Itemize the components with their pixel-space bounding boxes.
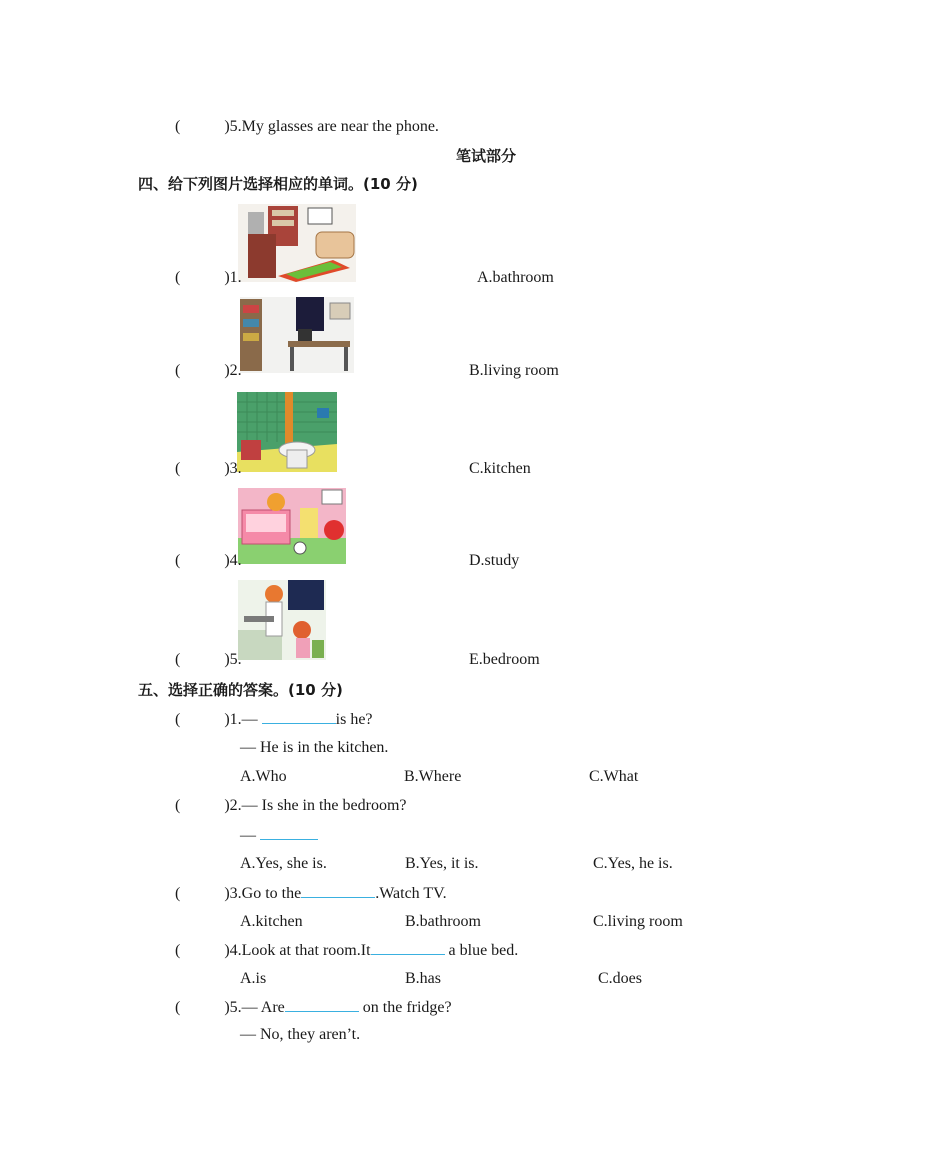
- question-text: 5.— Are: [229, 999, 285, 1016]
- option-b: B.living room: [469, 362, 559, 379]
- paren-open: (: [175, 999, 181, 1016]
- item-number: 4.: [229, 552, 242, 569]
- q1-option-b: B.Where: [404, 768, 462, 785]
- section-5-title: 五、选择正确的答案。(10 分): [138, 681, 343, 699]
- question-2-answer: [240, 825, 318, 846]
- paren-close: ): [224, 362, 230, 379]
- paren-open: (: [175, 269, 181, 286]
- option-e: E.bedroom: [469, 651, 540, 668]
- matching-row-3: [175, 459, 242, 479]
- choice-question-4: [175, 940, 518, 961]
- item-number: 3.: [229, 460, 242, 477]
- paren-close: ): [224, 885, 230, 902]
- matching-row-4: [175, 551, 242, 571]
- kitchen-picture-icon: [238, 580, 326, 660]
- answer-blank[interactable]: [301, 883, 375, 898]
- paren-open: (: [175, 118, 181, 135]
- option-c: C.kitchen: [469, 460, 531, 477]
- question-text-end: is he?: [335, 711, 373, 728]
- q3-option-c: C.living room: [593, 913, 683, 930]
- question-text: 3.Go to the: [229, 885, 302, 902]
- answer-blank[interactable]: [285, 997, 359, 1012]
- study-picture-icon: [240, 297, 354, 373]
- question-text-end: a blue bed.: [444, 942, 519, 959]
- answer-blank[interactable]: [260, 825, 318, 840]
- q2-option-a: A.Yes, she is.: [240, 855, 327, 872]
- q1-option-c: C.What: [589, 768, 639, 785]
- paren-open: (: [175, 460, 181, 477]
- q3-option-b: B.bathroom: [405, 913, 481, 930]
- paren-close: ): [224, 269, 230, 286]
- paren-open: (: [175, 651, 181, 668]
- matching-row-5: [175, 650, 242, 670]
- answer-dash: —: [240, 827, 260, 844]
- paren-close: ): [224, 711, 230, 728]
- option-d: D.study: [469, 552, 520, 569]
- answer-blank[interactable]: [262, 709, 336, 724]
- living-room-picture-icon: [238, 204, 356, 282]
- paren-open: (: [175, 797, 181, 814]
- choice-question-1: [175, 709, 373, 730]
- paren-open: (: [175, 711, 181, 728]
- choice-question-5: [175, 997, 452, 1018]
- matching-row-2: [175, 361, 242, 381]
- question-text-end: on the fridge?: [358, 999, 452, 1016]
- paren-close: ): [224, 999, 230, 1016]
- bedroom-picture-icon: [238, 488, 346, 564]
- q2-option-c: C.Yes, he is.: [593, 855, 673, 872]
- matching-row-1: [175, 268, 242, 288]
- paren-close: ): [224, 942, 230, 959]
- question-text: 2.— Is she in the bedroom?: [229, 797, 407, 814]
- paren-close: ): [224, 460, 230, 477]
- paren-close: ): [224, 797, 230, 814]
- paren-close: ): [224, 552, 230, 569]
- question-text: 1.—: [229, 711, 262, 728]
- item-number: 5.: [229, 651, 242, 668]
- option-a: A.bathroom: [477, 269, 554, 286]
- written-part-title: 笔试部分: [456, 147, 517, 165]
- choice-question-3: [175, 883, 447, 904]
- listening-question-5: [175, 117, 439, 137]
- item-number: 2.: [229, 362, 242, 379]
- paren-open: (: [175, 552, 181, 569]
- paren-open: (: [175, 942, 181, 959]
- question-text: 5.My glasses are near the phone.: [229, 118, 439, 135]
- paren-close: ): [224, 651, 230, 668]
- q1-option-a: A.Who: [240, 768, 287, 785]
- paren-open: (: [175, 362, 181, 379]
- bathroom-picture-icon: [237, 392, 337, 472]
- q4-option-b: B.has: [405, 970, 441, 987]
- section-4-title: 四、给下列图片选择相应的单词。(10 分): [138, 175, 418, 193]
- question-text: 4.Look at that room.It: [229, 942, 371, 959]
- paren-close: ): [224, 118, 230, 135]
- question-1-answer: — He is in the kitchen.: [240, 739, 389, 756]
- q3-option-a: A.kitchen: [240, 913, 303, 930]
- answer-blank[interactable]: [371, 940, 445, 955]
- item-number: 1.: [229, 269, 242, 286]
- q2-option-b: B.Yes, it is.: [405, 855, 479, 872]
- question-text-end: .Watch TV.: [375, 885, 447, 902]
- choice-question-2: [175, 796, 407, 816]
- q4-option-a: A.is: [240, 970, 267, 987]
- question-5-answer: — No, they aren’t.: [240, 1026, 361, 1043]
- q4-option-c: C.does: [598, 970, 642, 987]
- paren-open: (: [175, 885, 181, 902]
